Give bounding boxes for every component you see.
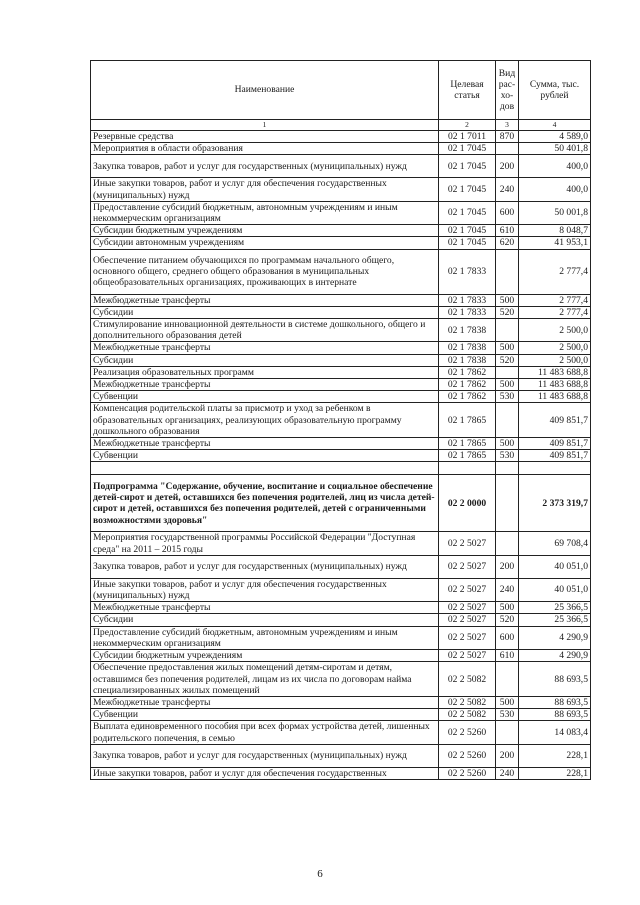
row-name-cell: Субсидии бюджетным учреждениям <box>91 225 439 237</box>
row-sum-cell: 2 500,0 <box>519 354 591 366</box>
table-row <box>91 178 591 201</box>
row-code-cell: 02 2 5082 <box>439 662 496 697</box>
row-name-cell: Обеспечение предоставления жилых помещений детям-сиротам и детям, оставшимся без попечения родителей, лицам из их числа по договорам найма специализированных жилых помещений <box>91 662 439 697</box>
table-row <box>91 391 591 403</box>
row-name-cell: Закупка товаров, работ и услуг для государственных (муниципальных) нужд <box>91 555 439 578</box>
table-row <box>91 366 591 378</box>
row-vid-cell: 240 <box>496 178 519 201</box>
row-name-cell: Субсидии автономным учреждениям <box>91 237 439 249</box>
table-row <box>91 475 591 532</box>
row-sum-cell: 88 693,5 <box>519 709 591 721</box>
header-sum: Сумма, тыс. рублей <box>519 61 591 120</box>
table-header <box>91 61 591 131</box>
row-sum-cell: 2 777,4 <box>519 306 591 318</box>
row-sum-cell: 11 483 688,8 <box>519 366 591 378</box>
table-row <box>91 294 591 306</box>
row-name-cell: Мероприятия в области образования <box>91 143 439 155</box>
row-code-cell: 02 1 7833 <box>439 294 496 306</box>
row-vid-cell <box>496 249 519 294</box>
row-sum-cell: 41 953,1 <box>519 237 591 249</box>
row-code-cell: 02 1 7045 <box>439 237 496 249</box>
row-sum-cell: 2 373 319,7 <box>519 475 591 532</box>
header-vid: Вид рас-хо-дов <box>496 61 519 120</box>
table-body <box>91 131 591 780</box>
row-vid-cell: 600 <box>496 626 519 649</box>
row-code-cell: 02 1 7045 <box>439 178 496 201</box>
row-code-cell: 02 2 5027 <box>439 555 496 578</box>
row-vid-cell <box>496 475 519 532</box>
row-code-cell: 02 2 0000 <box>439 475 496 532</box>
row-code-cell: 02 1 7862 <box>439 379 496 391</box>
row-name-cell: Компенсация родительской платы за присмотр и уход за ребенком в образовательных организациях, реализующих образовательную программу дошкольного образования <box>91 403 439 438</box>
row-name-cell: Межбюджетные трансферты <box>91 602 439 614</box>
table-row <box>91 532 591 555</box>
table-row <box>91 155 591 178</box>
page-number: 6 <box>317 868 323 880</box>
row-vid-cell: 530 <box>496 709 519 721</box>
row-vid-cell: 240 <box>496 767 519 779</box>
row-sum-cell: 50 001,8 <box>519 201 591 224</box>
row-vid-cell <box>496 462 519 475</box>
row-vid-cell: 520 <box>496 354 519 366</box>
table-row <box>91 578 591 601</box>
row-name-cell: Закупка товаров, работ и услуг для государственных (муниципальных) нужд <box>91 155 439 178</box>
row-sum-cell: 409 851,7 <box>519 403 591 438</box>
row-vid-cell: 500 <box>496 438 519 450</box>
row-name-cell: Субвенции <box>91 450 439 462</box>
row-name-cell: Субвенции <box>91 391 439 403</box>
row-vid-cell: 200 <box>496 744 519 767</box>
row-name-cell: Иные закупки товаров, работ и услуг для обеспечения государственных <box>91 767 439 779</box>
header-col-number: 3 <box>496 120 519 131</box>
row-code-cell: 02 1 7833 <box>439 306 496 318</box>
row-code-cell: 02 1 7045 <box>439 201 496 224</box>
table-row <box>91 143 591 155</box>
row-name-cell: Иные закупки товаров, работ и услуг для обеспечения государственных (муниципальных) нужд <box>91 178 439 201</box>
row-name-cell: Межбюджетные трансферты <box>91 379 439 391</box>
row-code-cell: 02 1 7862 <box>439 391 496 403</box>
row-code-cell: 02 1 7045 <box>439 155 496 178</box>
row-code-cell: 02 2 5027 <box>439 614 496 626</box>
row-vid-cell <box>496 532 519 555</box>
row-vid-cell <box>496 366 519 378</box>
row-code-cell: 02 1 7045 <box>439 225 496 237</box>
table-row <box>91 249 591 294</box>
table-row <box>91 201 591 224</box>
row-sum-cell: 88 693,5 <box>519 696 591 708</box>
row-sum-cell: 400,0 <box>519 155 591 178</box>
row-name-cell: Межбюджетные трансферты <box>91 696 439 708</box>
table-row <box>91 379 591 391</box>
row-vid-cell <box>496 403 519 438</box>
table-row <box>91 602 591 614</box>
row-sum-cell: 409 851,7 <box>519 450 591 462</box>
row-vid-cell <box>496 721 519 744</box>
row-code-cell: 02 2 5027 <box>439 650 496 662</box>
table-row <box>91 438 591 450</box>
row-code-cell: 02 2 5082 <box>439 696 496 708</box>
row-name-cell: Закупка товаров, работ и услуг для государственных (муниципальных) нужд <box>91 744 439 767</box>
row-name-cell: Иные закупки товаров, работ и услуг для обеспечения государственных (муниципальных) нужд <box>91 578 439 601</box>
row-sum-cell: 11 483 688,8 <box>519 379 591 391</box>
row-code-cell: 02 1 7865 <box>439 438 496 450</box>
row-sum-cell: 25 366,5 <box>519 614 591 626</box>
table-row <box>91 614 591 626</box>
table-row <box>91 403 591 438</box>
row-vid-cell: 500 <box>496 696 519 708</box>
row-code-cell: 02 1 7865 <box>439 403 496 438</box>
row-name-cell <box>91 462 439 475</box>
row-code-cell: 02 1 7838 <box>439 342 496 354</box>
row-sum-cell: 409 851,7 <box>519 438 591 450</box>
row-name-cell: Межбюджетные трансферты <box>91 438 439 450</box>
row-vid-cell: 530 <box>496 391 519 403</box>
row-sum-cell: 69 708,4 <box>519 532 591 555</box>
row-code-cell: 02 1 7838 <box>439 319 496 342</box>
row-code-cell: 02 2 5027 <box>439 602 496 614</box>
table-row <box>91 319 591 342</box>
header-name: Наименование <box>91 61 439 120</box>
table-row <box>91 354 591 366</box>
row-sum-cell: 2 500,0 <box>519 342 591 354</box>
row-code-cell: 02 2 5260 <box>439 744 496 767</box>
row-vid-cell <box>496 662 519 697</box>
table-spacer-row <box>91 462 591 475</box>
row-code-cell: 02 2 5260 <box>439 721 496 744</box>
row-code-cell: 02 1 7011 <box>439 131 496 143</box>
row-vid-cell: 500 <box>496 379 519 391</box>
row-vid-cell: 600 <box>496 201 519 224</box>
table-row <box>91 237 591 249</box>
row-code-cell: 02 1 7865 <box>439 450 496 462</box>
row-vid-cell: 870 <box>496 131 519 143</box>
row-name-cell: Субвенции <box>91 709 439 721</box>
row-sum-cell: 228,1 <box>519 767 591 779</box>
table-row <box>91 744 591 767</box>
row-code-cell: 02 1 7862 <box>439 366 496 378</box>
row-sum-cell: 2 777,4 <box>519 249 591 294</box>
row-name-cell: Резервные средства <box>91 131 439 143</box>
row-vid-cell: 610 <box>496 225 519 237</box>
row-name-cell: Обеспечение питанием обучающихся по программам начального общего, основного общего, среднего общего образования в муниципальных общеобразовательных организациях, проживающих в интернате <box>91 249 439 294</box>
row-sum-cell: 11 483 688,8 <box>519 391 591 403</box>
row-sum-cell: 40 051,0 <box>519 578 591 601</box>
table-row <box>91 342 591 354</box>
row-vid-cell: 520 <box>496 306 519 318</box>
row-sum-cell: 50 401,8 <box>519 143 591 155</box>
budget-table <box>90 60 591 780</box>
row-vid-cell: 520 <box>496 614 519 626</box>
row-name-cell: Субсидии бюджетным учреждениям <box>91 650 439 662</box>
row-sum-cell: 2 500,0 <box>519 319 591 342</box>
table-row <box>91 721 591 744</box>
table-row <box>91 662 591 697</box>
row-name-cell: Предоставление субсидий бюджетным, автономным учреждениям и иным некоммерческим организациям <box>91 626 439 649</box>
header-col-number: 2 <box>439 120 496 131</box>
row-vid-cell: 610 <box>496 650 519 662</box>
row-name-cell: Субсидии <box>91 354 439 366</box>
row-vid-cell: 620 <box>496 237 519 249</box>
row-code-cell: 02 2 5027 <box>439 578 496 601</box>
table-row <box>91 709 591 721</box>
row-vid-cell: 500 <box>496 294 519 306</box>
row-name-cell: Субсидии <box>91 614 439 626</box>
table-row <box>91 696 591 708</box>
row-name-cell: Стимулирование инновационной деятельности в системе дошкольного, общего и дополнительного образования детей <box>91 319 439 342</box>
row-vid-cell <box>496 319 519 342</box>
row-sum-cell: 4 290,9 <box>519 626 591 649</box>
row-code-cell: 02 2 5082 <box>439 709 496 721</box>
table-row <box>91 767 591 779</box>
row-sum-cell: 88 693,5 <box>519 662 591 697</box>
row-name-cell: Субсидии <box>91 306 439 318</box>
header-col-number: 4 <box>519 120 591 131</box>
row-name-cell: Межбюджетные трансферты <box>91 342 439 354</box>
row-code-cell: 02 1 7045 <box>439 143 496 155</box>
row-name-cell: Подпрограмма "Содержание, обучение, воспитание и социальное обеспечение детей-сирот и детей, оставшихся без попечения родителей, лиц из числа детей-сирот и детей, оставшихся без попечения родителей, детей с ограниченными возможностями здоровья" <box>91 475 439 532</box>
row-vid-cell: 240 <box>496 578 519 601</box>
row-code-cell: 02 2 5027 <box>439 532 496 555</box>
row-sum-cell: 14 083,4 <box>519 721 591 744</box>
table-row <box>91 306 591 318</box>
row-sum-cell: 228,1 <box>519 744 591 767</box>
row-name-cell: Выплата единовременного пособия при всех формах устройства детей, лишенных родительского попечения, в семью <box>91 721 439 744</box>
row-code-cell <box>439 462 496 475</box>
table-row <box>91 555 591 578</box>
row-code-cell: 02 2 5260 <box>439 767 496 779</box>
row-name-cell: Предоставление субсидий бюджетным, автономным учреждениям и иным некоммерческим организациям <box>91 201 439 224</box>
row-code-cell: 02 1 7833 <box>439 249 496 294</box>
row-vid-cell: 200 <box>496 155 519 178</box>
row-name-cell: Межбюджетные трансферты <box>91 294 439 306</box>
row-vid-cell: 200 <box>496 555 519 578</box>
row-vid-cell: 500 <box>496 602 519 614</box>
row-vid-cell: 530 <box>496 450 519 462</box>
row-sum-cell: 4 290,9 <box>519 650 591 662</box>
row-sum-cell: 25 366,5 <box>519 602 591 614</box>
row-sum-cell: 40 051,0 <box>519 555 591 578</box>
table-row <box>91 131 591 143</box>
row-name-cell: Реализация образовательных программ <box>91 366 439 378</box>
table-row <box>91 650 591 662</box>
row-code-cell: 02 1 7838 <box>439 354 496 366</box>
row-vid-cell <box>496 143 519 155</box>
row-sum-cell: 4 589,0 <box>519 131 591 143</box>
row-sum-cell: 2 777,4 <box>519 294 591 306</box>
table-row <box>91 450 591 462</box>
header-col-number: 1 <box>91 120 439 131</box>
row-name-cell: Мероприятия государственной программы Российской Федерации "Доступная среда" на 2011 – 2015 годы <box>91 532 439 555</box>
row-sum-cell <box>519 462 591 475</box>
row-vid-cell: 500 <box>496 342 519 354</box>
row-code-cell: 02 2 5027 <box>439 626 496 649</box>
row-sum-cell: 8 048,7 <box>519 225 591 237</box>
header-code: Целевая статья <box>439 61 496 120</box>
table-row <box>91 626 591 649</box>
row-sum-cell: 400,0 <box>519 178 591 201</box>
table-row <box>91 225 591 237</box>
